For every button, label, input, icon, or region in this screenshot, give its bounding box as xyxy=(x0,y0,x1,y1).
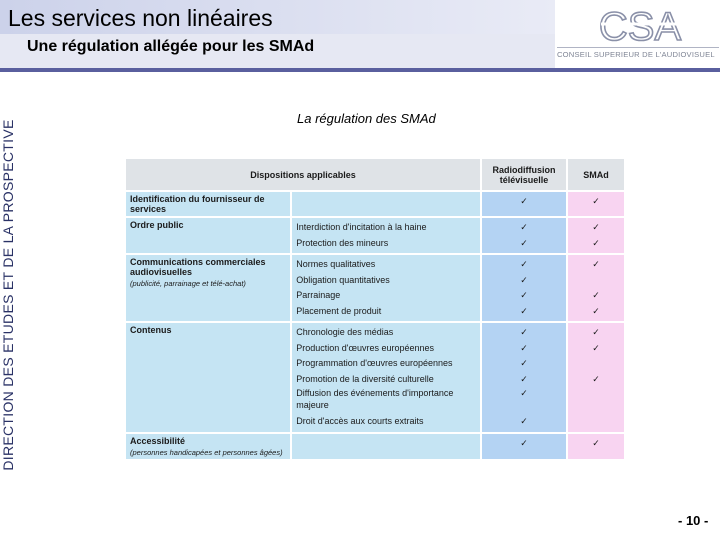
radiodiffusion-check-icon: ✓ xyxy=(520,416,528,426)
radiodiffusion-check-icon: ✓ xyxy=(520,274,528,285)
table-title: La régulation des SMAd xyxy=(297,111,436,126)
disposition-label: Parrainage xyxy=(296,290,341,300)
table-row xyxy=(125,191,625,217)
category-label: Contenus xyxy=(130,325,172,335)
smad-check-icon: ✓ xyxy=(592,237,600,248)
category-note: (publicité, parrainage et télé-achat) xyxy=(130,279,246,288)
disposition-label: Protection des mineurs xyxy=(296,237,389,248)
disposition-label: Promotion de la diversité culturelle xyxy=(296,373,434,384)
category-cell xyxy=(125,191,291,217)
smad-cell xyxy=(567,322,625,433)
smad-check-icon: ✓ xyxy=(592,437,600,448)
radiodiffusion-check-icon: ✓ xyxy=(520,305,528,316)
dispositions-cell xyxy=(291,254,481,322)
category-cell xyxy=(125,322,291,433)
category-label: Accessibilité xyxy=(130,435,186,446)
smad-cell xyxy=(567,217,625,254)
disposition-label: Diffusion des événements d'importance majeure xyxy=(296,388,454,410)
smad-check-icon: ✓ xyxy=(592,305,600,316)
page-number: - 10 - xyxy=(678,513,709,528)
dispositions-cell xyxy=(291,322,481,433)
disposition-label: Normes qualitatives xyxy=(296,259,376,269)
radiodiffusion-check-icon: ✓ xyxy=(520,237,528,248)
smad-check-icon: ✓ xyxy=(592,290,600,300)
disposition-label: Programmation d'œuvres européennes xyxy=(296,358,453,368)
header-dispositions: Dispositions applicables xyxy=(125,158,481,191)
smad-cell xyxy=(567,254,625,322)
smad-check-icon: ✓ xyxy=(592,342,600,353)
smad-check-icon xyxy=(572,387,620,414)
table-row xyxy=(125,433,625,460)
dispositions-cell xyxy=(291,217,481,254)
radiodiffusion-cell xyxy=(481,217,567,254)
table-header-row xyxy=(125,158,625,191)
slide-title: Les services non linéaires xyxy=(8,5,273,31)
table-row xyxy=(125,217,625,254)
category-cell xyxy=(125,217,291,254)
smad-check-icon: ✓ xyxy=(592,196,600,206)
category-note: (personnes handicapées et personnes âgées) xyxy=(130,447,283,457)
radiodiffusion-cell xyxy=(481,322,567,433)
radiodiffusion-check-icon: ✓ xyxy=(520,373,528,384)
radiodiffusion-check-icon: ✓ xyxy=(520,437,528,448)
regulation-table xyxy=(124,157,626,461)
disposition-label xyxy=(296,194,476,210)
csa-logo-icon xyxy=(595,2,685,46)
category-cell xyxy=(125,433,291,460)
slide-subtitle: Une régulation allégée pour les SMAd xyxy=(27,38,315,55)
dispositions-cell xyxy=(291,191,481,217)
radiodiffusion-check-icon: ✓ xyxy=(520,259,528,269)
category-label: Communications commerciales audiovisuelles xyxy=(130,257,266,277)
smad-check-icon xyxy=(572,273,620,289)
disposition-label: Placement de produit xyxy=(296,305,382,316)
smad-check-icon: ✓ xyxy=(592,222,600,232)
smad-check-icon: ✓ xyxy=(592,327,600,337)
header-radiodiffusion: Radiodiffusion télévisuelle xyxy=(481,158,567,191)
radiodiffusion-check-icon: ✓ xyxy=(520,222,528,232)
header-rule xyxy=(0,68,720,72)
radiodiffusion-check-icon: ✓ xyxy=(520,358,528,368)
smad-cell xyxy=(567,433,625,460)
category-label: Identification du fournisseur de services xyxy=(130,194,265,214)
radiodiffusion-check-icon: ✓ xyxy=(520,327,528,337)
radiodiffusion-check-icon: ✓ xyxy=(520,290,528,300)
csa-logo-text: CONSEIL SUPERIEUR DE L'AUDIOVISUEL xyxy=(557,47,719,59)
disposition-label: Interdiction d'incitation à la haine xyxy=(296,222,427,232)
header-smad: SMAd xyxy=(567,158,625,191)
radiodiffusion-cell xyxy=(481,254,567,322)
svg-text:CSA: CSA xyxy=(598,5,682,46)
disposition-label: Obligation quantitatives xyxy=(296,274,390,285)
side-label: DIRECTION DES ETUDES ET DE LA PROSPECTIVE xyxy=(0,119,16,471)
radiodiffusion-cell xyxy=(481,433,567,460)
smad-check-icon: ✓ xyxy=(592,373,600,384)
disposition-label: Droit d'accès aux courts extraits xyxy=(296,416,424,426)
slide-header xyxy=(0,0,720,72)
radiodiffusion-check-icon: ✓ xyxy=(520,342,528,353)
table-row xyxy=(125,254,625,322)
radiodiffusion-cell xyxy=(481,191,567,217)
category-cell xyxy=(125,254,291,322)
disposition-label xyxy=(296,436,476,452)
smad-check-icon xyxy=(572,414,620,430)
radiodiffusion-check-icon: ✓ xyxy=(520,388,528,398)
disposition-label: Production d'œuvres européennes xyxy=(296,342,435,353)
smad-check-icon xyxy=(572,356,620,372)
csa-logo xyxy=(555,0,720,68)
radiodiffusion-check-icon: ✓ xyxy=(520,196,528,206)
category-label: Ordre public xyxy=(130,220,184,230)
smad-check-icon: ✓ xyxy=(592,259,600,269)
disposition-label: Chronologie des médias xyxy=(296,327,394,337)
dispositions-cell xyxy=(291,433,481,460)
smad-cell xyxy=(567,191,625,217)
table-row xyxy=(125,322,625,433)
